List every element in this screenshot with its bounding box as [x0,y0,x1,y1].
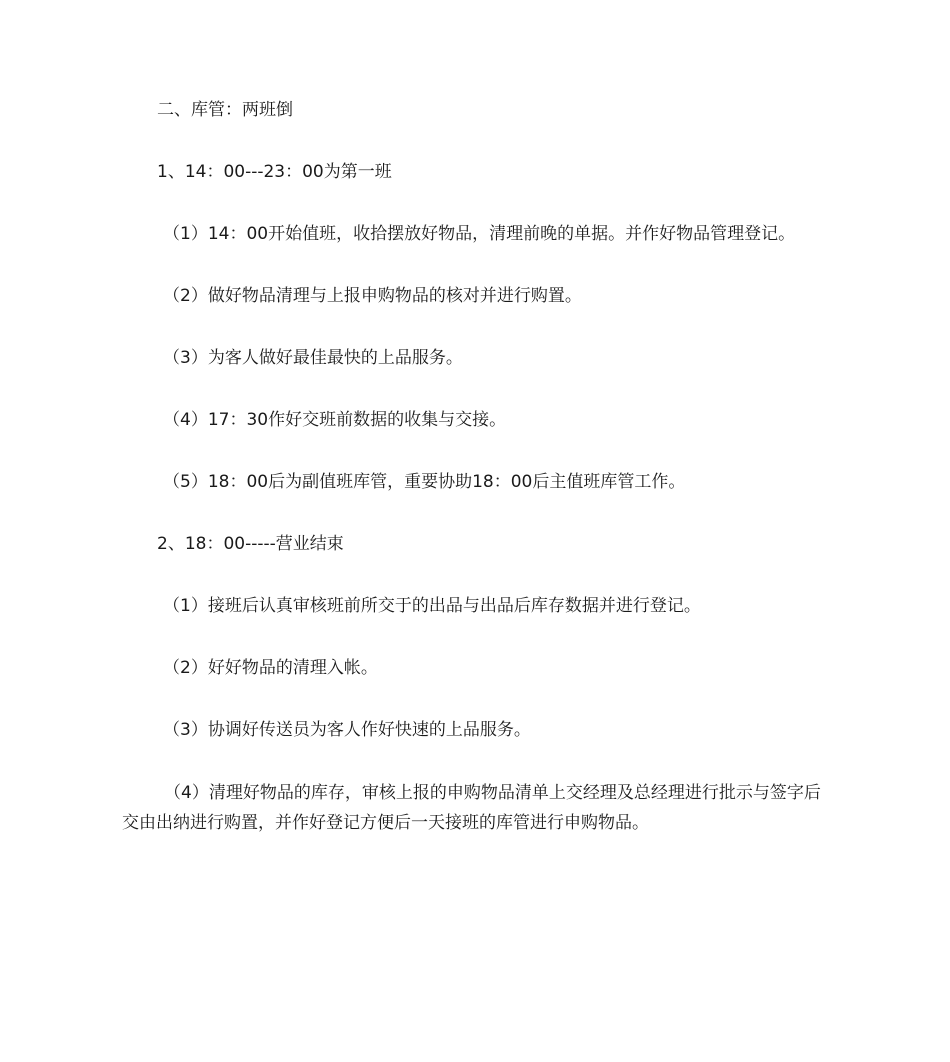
shift-1-item-1: （1）14：00开始值班，收拾摆放好物品，清理前晚的单据。并作好物品管理登记。 [163,224,796,244]
shift-2-title: 2、18：00-----营业结束 [157,534,344,554]
shift-1-title: 1、14：00---23：00为第一班 [157,162,392,182]
shift-1-item-4: （4）17：30作好交班前数据的收集与交接。 [163,410,507,430]
shift-1-item-3: （3）为客人做好最佳最快的上品服务。 [163,348,463,368]
shift-2-item-3: （3）协调好传送员为客人作好快速的上品服务。 [163,720,531,740]
shift-1-item-2: （2）做好物品清理与上报申购物品的核对并进行购置。 [163,286,582,306]
shift-1-item-5: （5）18：00后为副值班库管，重要协助18：00后主值班库管工作。 [163,472,686,492]
section-heading: 二、库管：两班倒 [157,100,293,120]
shift-2-item-1: （1）接班后认真审核班前所交于的出品与出品后库存数据并进行登记。 [163,596,701,616]
shift-2-item-2: （2）好好物品的清理入帐。 [163,658,378,678]
shift-2-item-4: （4）清理好物品的库存，审核上报的申购物品清单上交经理及总经理进行批示与签字后交由出纳进行购置，并作好登记方便后一天接班的库管进行申购物品。 [122,783,821,833]
